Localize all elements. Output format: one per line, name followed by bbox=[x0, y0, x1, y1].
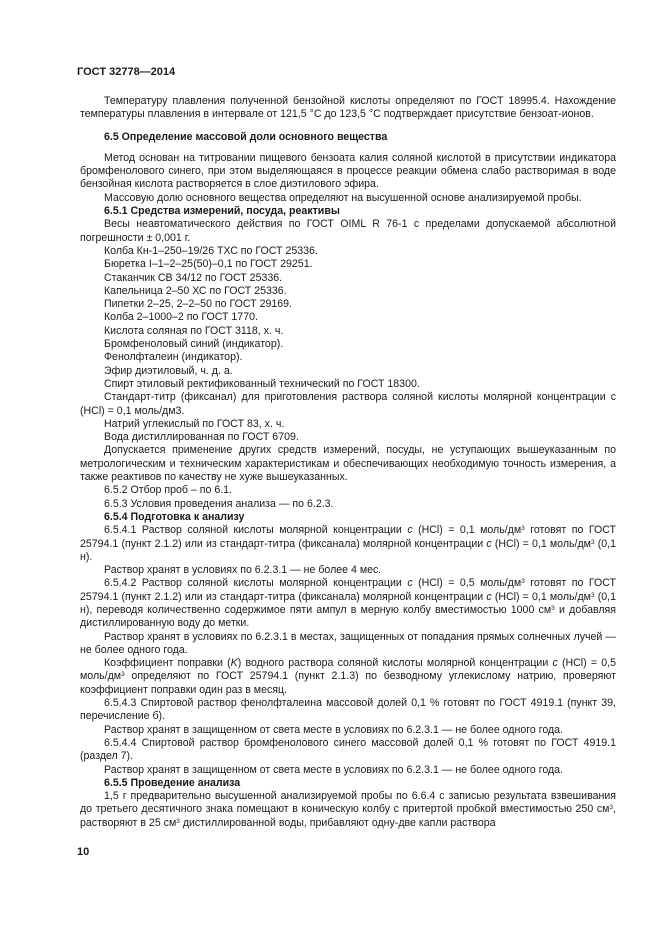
document-header: ГОСТ 32778—2014 bbox=[77, 66, 176, 78]
clause-6-5-4-3: 6.5.4.3 Спиртовой раствор фенолфталеина массовой долей 0,1 % готовят по ГОСТ 4919.1 (пункт 39, перечисление б). bbox=[80, 697, 616, 723]
clause-6-5-4-2: 6.5.4.2 Раствор соляной кислоты молярной концентрации с (HCl) = 0,5 моль/$дм^3$ готовят по ГОСТ 25794.1 (пункт 2.1.2) или из стандарт-титра (фиксанала) молярной концентрации с (HCl) = 0,1 моль/$дм^3$ (0,1 н), переводя количественно содержимое пяти ампул в мерную колбу вместимостью 1000 $см^3$ и добавляя дистиллированную воду до метки. bbox=[80, 577, 616, 630]
list-item: Фенолфталеин (индикатор). bbox=[104, 351, 243, 364]
clause-6-5-3: 6.5.3 Условия проведения анализа — по 6.2.3. bbox=[104, 497, 334, 510]
paragraph-scales: Весы неавтоматического действия по ГОСТ OIML R 76-1 с пределами допускаемой абсолютной погрешности ± 0,001 г. bbox=[80, 218, 616, 244]
list-item: Спирт этиловый ректификованный технический по ГОСТ 18300. bbox=[104, 377, 420, 390]
storage-note: Раствор хранят в условиях по 6.2.3.1 в местах, защищенных от попадания прямых солнечных лучей — не более одного года. bbox=[80, 630, 616, 656]
section-heading-6-5-5: 6.5.5 Проведение анализа bbox=[104, 776, 241, 789]
paragraph-analysis: 1,5 г предварительно высушенной анализируемой пробы по 6.6.4 с записью результата взвешивания до третьего десятичного знака помещают в коническую колбу с притертой пробкой вместимостью 250 $см^3$, растворяют в 25 $см^3$ дистиллированной воды, прибавляют одну-две капли раствора bbox=[80, 790, 616, 829]
clause-6-5-4-4: 6.5.4.4 Спиртовой раствор бромфенолового синего массовой долей 0,1 % готовят по ГОСТ 4919.1 (раздел 7). bbox=[80, 736, 616, 763]
storage-note: Раствор хранят в защищенном от света месте в условиях по 6.2.3.1 — не более одного года. bbox=[104, 763, 564, 776]
section-heading-6-5-4: 6.5.4 Подготовка к анализу bbox=[104, 510, 245, 523]
list-item: Натрий углекислый по ГОСТ 83, х. ч. bbox=[104, 417, 285, 430]
paragraph-mass-fraction: Массовую долю основного вещества определяют на высушенной основе анализируемой пробы. bbox=[104, 191, 582, 204]
list-item: Стаканчик СВ 34/12 по ГОСТ 25336. bbox=[104, 271, 283, 284]
section-heading-6-5-1: 6.5.1 Средства измерений, посуда, реактивы bbox=[104, 205, 340, 218]
list-item: Эфир диэтиловый, ч. д. а. bbox=[104, 364, 233, 377]
storage-note: Раствор хранят в условиях по 6.2.3.1 — не более 4 мес. bbox=[104, 564, 382, 577]
paragraph-standard-titre: Стандарт-титр (фиксанал) для приготовления раствора соляной кислоты молярной концентрации с (HCl) = 0,1 моль/дм3. bbox=[80, 391, 616, 417]
list-item: Бромфеноловый синий (индикатор). bbox=[104, 338, 284, 351]
paragraph-method: Метод основан на титровании пищевого бензоата калия соляной кислотой в присутствии индикатора бромфенолового синего, при этом выделяющаяся в процессе реакции обмена слабо растворимая в воде бензойная кислота растворяется в слое диэтилового эфира. bbox=[80, 151, 616, 191]
paragraph-melting-point: Температуру плавления полученной бензойной кислоты определяют по ГОСТ 18995.4. Нахождение температуры плавления в интервале от 121,5 °С до 123,5 °С подтверждает присутствие бензоат-ионов. bbox=[80, 95, 616, 121]
clause-6-5-4-1: 6.5.4.1 Раствор соляной кислоты молярной концентрации с (HCl) = 0,1 моль/$дм^3$ готовят по ГОСТ 25794.1 (пункт 2.1.2) или из стандарт-титра (фиксанала) молярной концентрации с (HCl) = 0,1 моль/$дм^3$ (0,1 н). bbox=[80, 524, 616, 563]
section-heading-6-5: 6.5 Определение массовой доли основного вещества bbox=[104, 130, 388, 143]
list-item: Капельница 2–50 ХС по ГОСТ 25336. bbox=[104, 284, 287, 297]
list-item: Колба 2–1000–2 по ГОСТ 1770. bbox=[104, 311, 258, 324]
list-item: Бюретка I–1–2–25(50)–0,1 по ГОСТ 29251. bbox=[104, 258, 313, 271]
document-body bbox=[80, 95, 616, 830]
page-number: 10 bbox=[77, 846, 90, 858]
paragraph-alternatives: Допускается применение других средств измерений, посуды, не уступающих вышеуказанным по метрологическим и техническим характеристикам и обеспечивающих необходимую точность измерения, а также реактивов по качеству не хуже вышеуказанных. bbox=[80, 444, 616, 484]
list-item: Пипетки 2–25, 2–2–50 по ГОСТ 29169. bbox=[104, 298, 292, 311]
storage-note: Раствор хранят в защищенном от света месте в условиях по 6.2.3.1 — не более одного года. bbox=[104, 723, 564, 736]
clause-6-5-2: 6.5.2 Отбор проб – по 6.1. bbox=[104, 484, 232, 497]
list-item: Вода дистиллированная по ГОСТ 6709. bbox=[104, 431, 299, 444]
list-item: Кислота соляная по ГОСТ 3118, х. ч. bbox=[104, 324, 284, 337]
paragraph-correction-factor: Коэффициент поправки (K) водного раствора соляной кислоты молярной концентрации с (HCl) = 0,5 моль/$дм^3$ определяют по ГОСТ 25794.1 (пункт 2.1.3) по безводному углекислому натрию, проверяют коэффициент поправки один раз в месяц. bbox=[80, 657, 616, 696]
list-item: Колба Кн-1–250–19/26 ТХС по ГОСТ 25336. bbox=[104, 244, 318, 257]
